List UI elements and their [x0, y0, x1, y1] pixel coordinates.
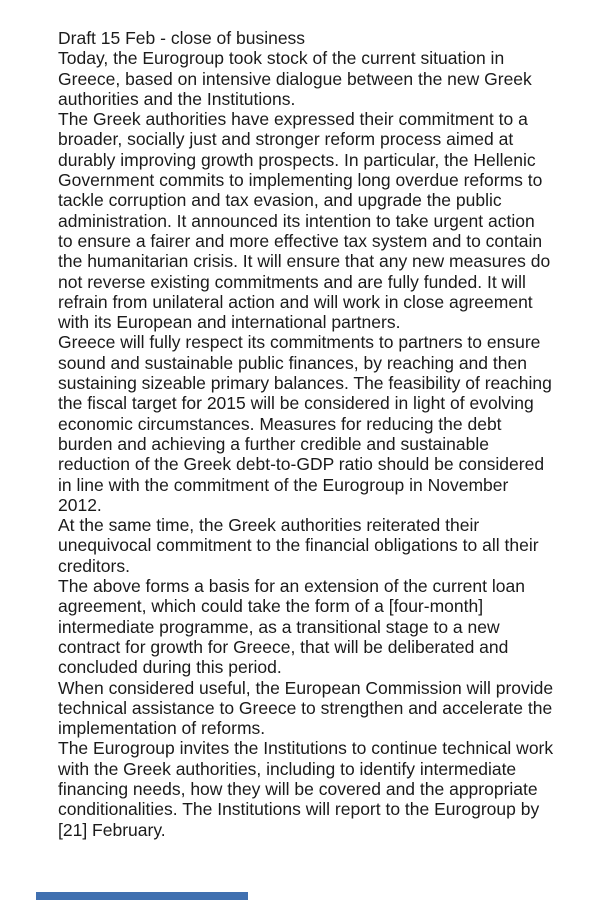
text-line: When considered useful, the European Commission will provide	[58, 677, 554, 698]
document-text	[58, 28, 590, 840]
text-line: durably improving growth prospects. In particular, the Hellenic	[58, 149, 536, 170]
text-line: reduction of the Greek debt-to-GDP ratio should be considered	[58, 454, 545, 475]
text-line: sound and sustainable public finances, by reaching and then	[58, 352, 527, 373]
text-line: Greece will fully respect its commitments to partners to ensure	[58, 332, 541, 353]
text-line: tackle corruption and tax evasion, and upgrade the public	[58, 190, 502, 211]
text-line: burden and achieving a further credible and sustainable	[58, 433, 489, 454]
text-line: [21] February.	[58, 819, 166, 840]
text-line: 2012.	[58, 494, 102, 515]
text-line: Draft 15 Feb - close of business	[58, 28, 306, 48]
text-line: with the Greek authorities, including to identify intermediate	[58, 758, 517, 779]
text-line: authorities and the Institutions.	[58, 88, 296, 109]
text-line: with its European and international partners.	[58, 312, 401, 333]
text-line: sustaining sizeable primary balances. The feasibility of reaching	[58, 373, 552, 394]
text-line: broader, socially just and stronger reform process aimed at	[58, 129, 514, 150]
text-line: concluded during this period.	[58, 657, 282, 678]
text-line: refrain from unilateral action and will work in close agreement	[58, 291, 533, 312]
text-line: Greece, based on intensive dialogue between the new Greek	[58, 68, 532, 89]
text-line: Today, the Eurogroup took stock of the current situation in	[58, 48, 505, 69]
text-line: contract for growth for Greece, that will be deliberated and	[58, 636, 509, 657]
bottom-blue-bar	[36, 892, 248, 900]
text-line: unequivocal commitment to the financial obligations to all their	[58, 535, 539, 556]
text-line: intermediate programme, as a transitional stage to a new	[58, 616, 500, 637]
text-line: The Greek authorities have expressed their commitment to a	[58, 109, 528, 130]
text-line: financing needs, how they will be covered and the appropriate	[58, 778, 538, 799]
text-line: the humanitarian crisis. It will ensure that any new measures do	[58, 251, 551, 272]
text-line: At the same time, the Greek authorities reiterated their	[58, 515, 480, 536]
text-line: in line with the commitment of the Eurogroup in November	[58, 474, 509, 495]
text-line: The above forms a basis for an extension of the current loan	[58, 576, 525, 597]
text-line: not reverse existing commitments and are fully funded. It will	[58, 271, 526, 292]
text-line: economic circumstances. Measures for reducing the debt	[58, 413, 502, 434]
text-line: the fiscal target for 2015 will be considered in light of evolving	[58, 393, 534, 414]
text-line: The Eurogroup invites the Institutions to continue technical work	[58, 738, 554, 759]
text-line: agreement, which could take the form of a [four-month]	[58, 596, 484, 617]
text-line: to ensure a fairer and more effective tax system and to contain	[58, 230, 543, 251]
text-line: Government commits to implementing long overdue reforms to	[58, 170, 543, 191]
text-line: conditionalities. The Institutions will report to the Eurogroup by	[58, 799, 540, 820]
text-line: administration. It announced its intention to take urgent action	[58, 210, 535, 231]
text-line: implementation of reforms.	[58, 718, 266, 739]
text-line: creditors.	[58, 555, 130, 576]
text-line: technical assistance to Greece to strengthen and accelerate the	[58, 697, 553, 718]
